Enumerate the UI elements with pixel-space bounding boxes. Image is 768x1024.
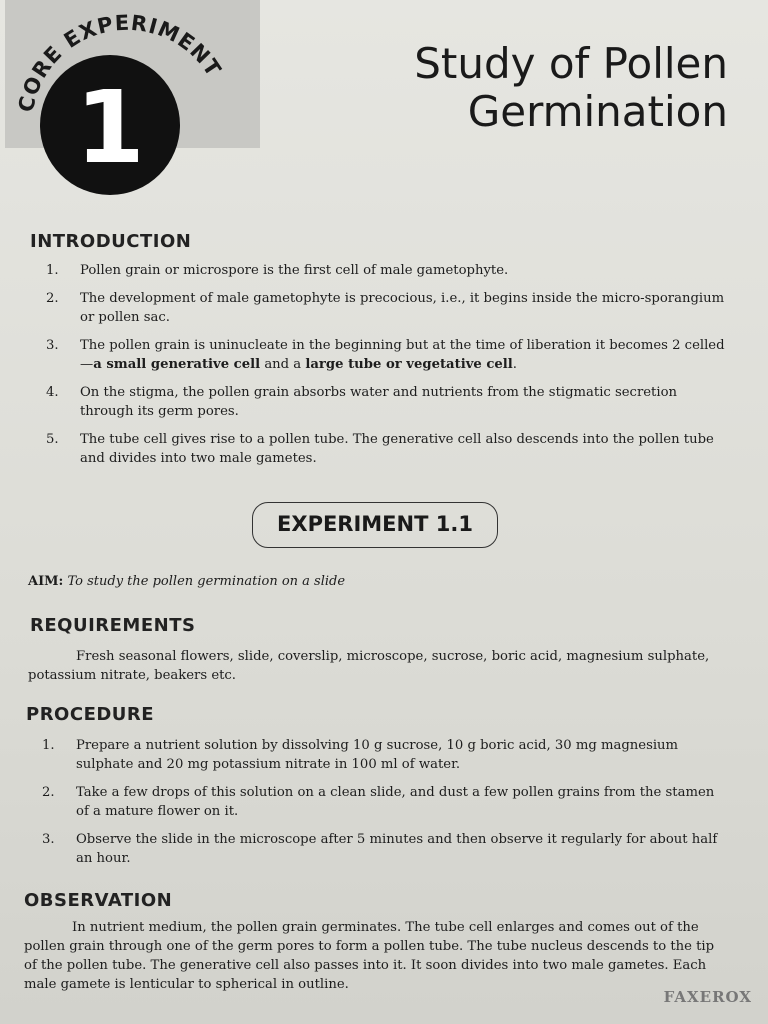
list-item xyxy=(30,289,730,327)
list-item xyxy=(26,736,730,774)
observation-heading: OBSERVATION xyxy=(24,890,173,911)
list-text: Observe the slide in the microscope after 5 minutes and then observe it regularly for about half an hour. xyxy=(76,832,718,866)
introduction-list xyxy=(30,261,730,477)
list-text: Prepare a nutrient solution by dissolving 10 g sucrose, 10 g boric acid, 30 mg magnesium sulphate and 20 mg potassium nitrate in 100 ml of water. xyxy=(76,738,679,772)
requirements-heading: REQUIREMENTS xyxy=(30,615,196,636)
badge-number: 1 xyxy=(75,69,145,186)
list-text-part: The pollen grain is uninucleate in the beginning but at the time of liberation it becomes 2 celled— xyxy=(80,338,725,372)
list-number: 3. xyxy=(46,338,59,353)
list-text-bold: a small generative cell xyxy=(93,357,261,372)
badge-arc-text: CORE EXPERIMENT xyxy=(13,10,226,115)
procedure-list xyxy=(26,736,730,877)
faxerox-watermark: FAXEROX xyxy=(663,988,752,1006)
list-text: The development of male gametophyte is precocious, i.e., it begins inside the micro-sporangium or pollen sac. xyxy=(80,291,725,325)
list-number: 1. xyxy=(42,738,55,753)
list-item xyxy=(30,430,730,468)
svg-text:CORE EXPERIMENT xyxy=(14,11,226,114)
badge-arc-label xyxy=(0,0,260,210)
title-line-2: Germination xyxy=(467,87,728,137)
list-text: The tube cell gives rise to a pollen tube. The generative cell also descends into the pollen tube and divides into two male gametes. xyxy=(80,432,714,466)
list-item xyxy=(30,336,730,374)
list-text: Pollen grain or microspore is the first cell of male gametophyte. xyxy=(80,263,509,278)
list-item xyxy=(26,783,730,821)
list-number: 5. xyxy=(46,432,59,447)
list-text xyxy=(80,338,725,372)
list-number: 4. xyxy=(46,385,59,400)
requirements-text: Fresh seasonal flowers, slide, coverslip, microscope, sucrose, boric acid, magnesium sulphate, potassium nitrate, beakers etc. xyxy=(28,649,710,683)
page-title xyxy=(414,40,728,137)
list-number: 2. xyxy=(42,785,55,800)
list-text-bold: large tube or vegetative cell xyxy=(305,357,513,372)
list-text-part: and a xyxy=(260,357,306,372)
list-item xyxy=(30,383,730,421)
list-item xyxy=(30,261,730,280)
list-number: 3. xyxy=(42,832,55,847)
list-number: 2. xyxy=(46,291,59,306)
aim-text: To study the pollen germination on a slide xyxy=(67,574,346,589)
list-text: On the stigma, the pollen grain absorbs water and nutrients from the stigmatic secretion through its germ pores. xyxy=(80,385,678,419)
list-text-part: . xyxy=(512,357,517,372)
list-text: Take a few drops of this solution on a clean slide, and dust a few pollen grains from the stamen of a mature flower on it. xyxy=(76,785,715,819)
introduction-heading: INTRODUCTION xyxy=(30,231,192,252)
list-item xyxy=(26,830,730,868)
title-line-1: Study of Pollen xyxy=(414,39,728,88)
experiment-label: EXPERIMENT 1.1 xyxy=(252,502,498,548)
list-number: 1. xyxy=(46,263,59,278)
aim-line xyxy=(28,574,345,589)
procedure-heading: PROCEDURE xyxy=(26,704,155,725)
aim-label: AIM: xyxy=(28,574,64,589)
observation-text: In nutrient medium, the pollen grain germinates. The tube cell enlarges and comes out of the pollen grain through one of the germ pores to form a pollen tube. The tube nucleus descends to the tip of the pollen tube. The generative cell also passes into it. It soon divides into two male gametes. Each male gamete is lenticular to spherical in outline. xyxy=(24,920,715,992)
